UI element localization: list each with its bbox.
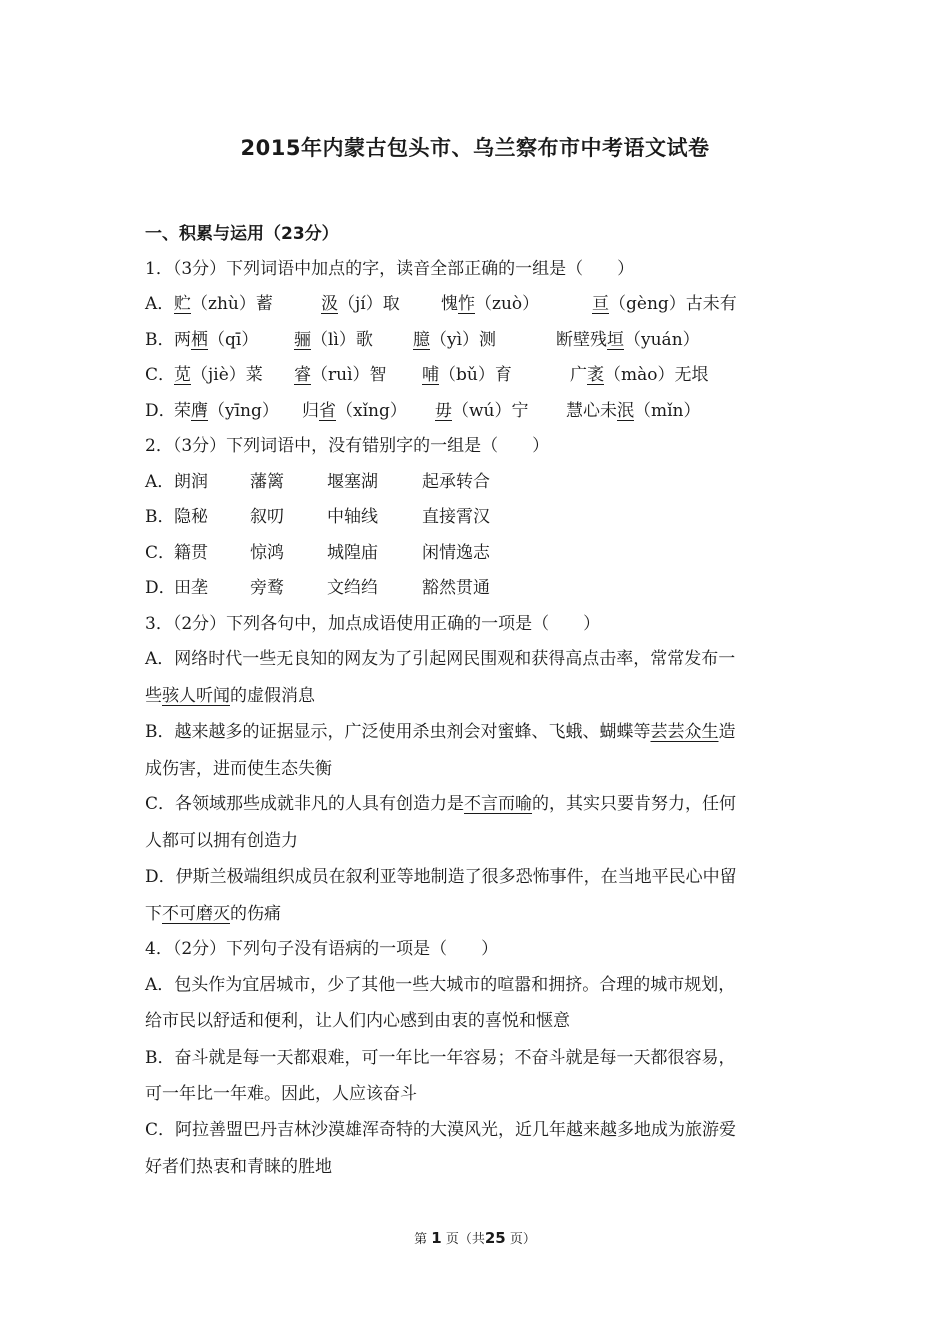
text: 造 [718, 722, 736, 742]
dotted-char: 省 [319, 401, 336, 421]
dotted-char: 骊 [294, 330, 311, 350]
word: 旁鹜 [250, 578, 284, 598]
word: 藩篱 [250, 472, 284, 492]
text: 的，其实只要肯努力，任何 [532, 794, 737, 814]
underlined-idiom: 不可磨灭 [162, 904, 230, 924]
option-label: C． [145, 365, 176, 385]
page-number: 1 [431, 1229, 442, 1247]
word-part: 断壁残 [556, 330, 607, 350]
underlined-idiom: 芸芸众生 [650, 722, 719, 742]
q4-option-c-line1: C．阿拉善盟巴丹吉林沙漠雄浑奇特的大漠风光，近几年越来越多地成为旅游爱 [145, 1120, 737, 1140]
pinyin: （yīng） [208, 401, 279, 421]
pinyin: （jiè）菜 [191, 365, 263, 385]
question-3-stem: 3．（2分）下列各句中，加点成语使用正确的一项是（ ） [145, 614, 601, 634]
option-label: B． [145, 330, 175, 350]
text: 的虚假消息 [230, 686, 315, 706]
q2-option-b [145, 505, 815, 529]
footer-text: 第 [414, 1232, 428, 1247]
dotted-char: 袤 [587, 365, 604, 385]
q1-option-d [145, 399, 815, 423]
q4-option-c-line2: 好者们热衷和青睐的胜地 [145, 1157, 332, 1177]
dotted-char: 睿 [294, 365, 311, 385]
section-heading: 一、积累与运用（23分） [145, 224, 339, 244]
word: 直接霄汉 [422, 507, 490, 527]
dotted-char: 哺 [422, 365, 439, 385]
underlined-idiom: 不言而喻 [464, 794, 533, 814]
q1-option-a [145, 292, 815, 316]
pinyin: （lì）歌 [311, 330, 373, 350]
question-2-stem: 2．（3分）下列词语中，没有错别字的一组是（ ） [145, 436, 550, 456]
q2-option-c [145, 541, 815, 565]
dotted-char: 栖 [191, 330, 208, 350]
word-part: 两 [174, 330, 191, 350]
text: 下 [145, 904, 162, 924]
total-pages: 25 [484, 1229, 506, 1247]
word-part: 慧心未 [566, 401, 617, 421]
q1-option-c [145, 363, 815, 387]
q2-option-d [145, 576, 815, 600]
word: 城隍庙 [327, 543, 378, 563]
dotted-char: 毋 [435, 401, 452, 421]
pinyin: （mǐn） [634, 401, 701, 421]
question-1-stem: 1．（3分）下列词语中加点的字，读音全部正确的一组是（ ） [145, 259, 635, 279]
dotted-char: 臆 [413, 330, 430, 350]
pinyin: （gèng）古未有 [609, 294, 737, 314]
q4-option-b-line1: B．奋斗就是每一天都艰难，可一年比一年容易；不奋斗就是每一天都很容易， [145, 1048, 736, 1068]
dotted-char: 怍 [458, 294, 475, 314]
pinyin: （qī） [208, 330, 259, 350]
word-part: 归 [302, 401, 319, 421]
word: 中轴线 [327, 507, 378, 527]
dotted-char: 亘 [592, 294, 609, 314]
q3-option-b-line1 [145, 720, 815, 744]
q3-option-d-line2 [145, 902, 815, 926]
page-footer [0, 1228, 950, 1247]
word: 朗润 [174, 472, 208, 492]
question-4-stem: 4．（2分）下列句子没有语病的一项是（ ） [145, 939, 499, 959]
underlined-idiom: 骇人听闻 [162, 686, 230, 706]
q1-option-b [145, 328, 815, 352]
option-label: D． [145, 401, 176, 421]
pinyin: （zhù）蓄 [191, 294, 273, 314]
option-label: A． [145, 472, 175, 492]
pinyin: （mào）无垠 [604, 365, 709, 385]
word: 惊鸿 [250, 543, 284, 563]
word: 起承转合 [422, 472, 490, 492]
q3-option-a-line2 [145, 684, 815, 708]
pinyin: （zuò） [475, 294, 540, 314]
word: 豁然贯通 [422, 578, 490, 598]
footer-text: 页（共 [445, 1232, 485, 1247]
q3-option-a-line1: A．网络时代一些无良知的网友为了引起网民围观和获得高点击率，常常发布一 [145, 649, 736, 669]
page-title: 2015年内蒙古包头市、乌兰察布市中考语文试卷 [240, 136, 710, 160]
dotted-char: 膺 [191, 401, 208, 421]
word: 堰塞湖 [327, 472, 378, 492]
text: B．越来越多的证据显示，广泛使用杀虫剂会对蜜蜂、飞蛾、蝴蝶等 [145, 722, 651, 742]
option-label: B． [145, 507, 175, 527]
word: 文绉绉 [327, 578, 378, 598]
dotted-char: 贮 [174, 294, 191, 314]
q3-option-d-line1: D．伊斯兰极端组织成员在叙利亚等地制造了很多恐怖事件，在当地平民心中留 [145, 867, 737, 887]
q4-option-b-line2: 可一年比一年难。因此，人应该奋斗 [145, 1084, 417, 1104]
dotted-char: 泯 [617, 401, 634, 421]
word: 隐秘 [174, 507, 208, 527]
dotted-char: 垣 [607, 330, 624, 350]
pinyin: （xǐng） [336, 401, 407, 421]
word: 闲情逸志 [422, 543, 490, 563]
q3-option-c-line2: 人都可以拥有创造力 [145, 831, 298, 851]
word-part: 广 [570, 365, 587, 385]
word: 叙叨 [250, 507, 284, 527]
footer-text: 页） [509, 1232, 536, 1247]
dotted-char: 汲 [321, 294, 338, 314]
q4-option-a-line2: 给市民以舒适和便利，让人们内心感到由衷的喜悦和惬意 [145, 1011, 570, 1031]
text: 些 [145, 686, 162, 706]
q2-option-a [145, 470, 815, 494]
pinyin: （jí）取 [338, 294, 400, 314]
q4-option-a-line1: A．包头作为宜居城市，少了其他一些大城市的喧嚣和拥挤。合理的城市规划， [145, 975, 736, 995]
option-label: A． [145, 294, 175, 314]
text: C．各领域那些成就非凡的人具有创造力是 [145, 794, 465, 814]
word-part: 愧 [441, 294, 458, 314]
word-part: 荣 [174, 401, 191, 421]
text: 的伤痛 [230, 904, 281, 924]
dotted-char: 苋 [174, 365, 191, 385]
pinyin: （wú）宁 [452, 401, 529, 421]
word: 籍贯 [174, 543, 208, 563]
word: 田垄 [174, 578, 208, 598]
pinyin: （ruì）智 [311, 365, 387, 385]
pinyin: （yuán） [624, 330, 700, 350]
pinyin: （yì）测 [430, 330, 497, 350]
option-label: C． [145, 543, 176, 563]
pinyin: （bǔ）育 [439, 365, 512, 385]
q3-option-b-line2: 成伤害，进而使生态失衡 [145, 759, 332, 779]
option-label: D． [145, 578, 176, 598]
q3-option-c-line1 [145, 792, 815, 816]
